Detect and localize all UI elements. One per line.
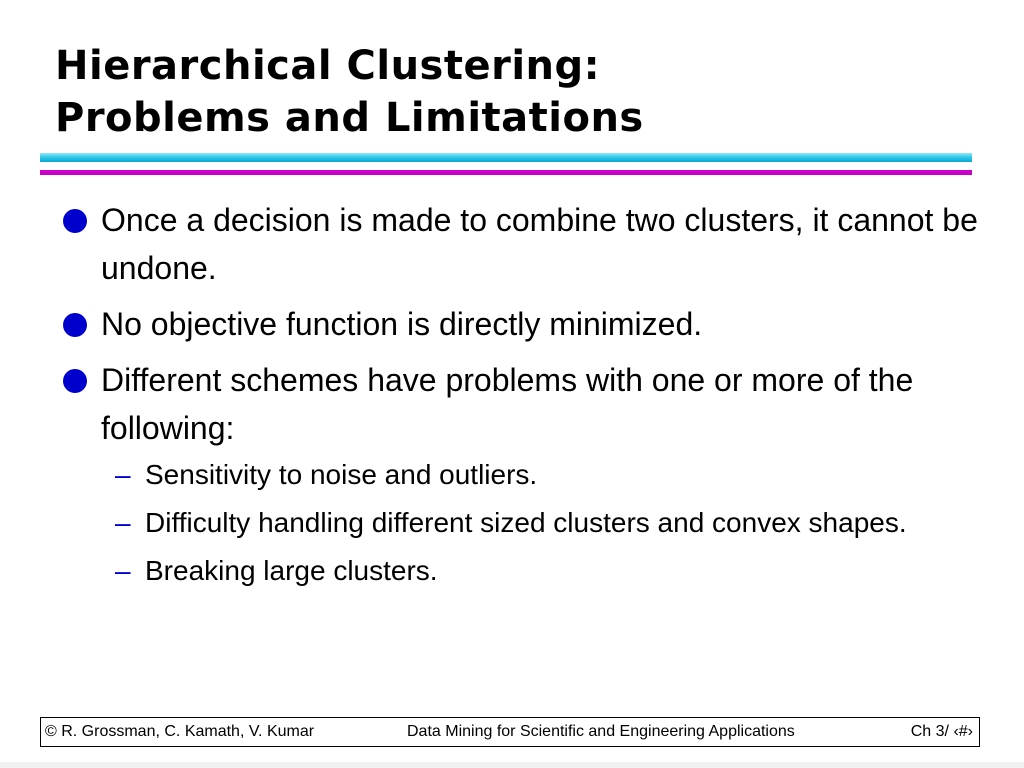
dash-icon: –	[115, 555, 131, 586]
title-line-1: Hierarchical Clustering:	[55, 43, 601, 89]
title-line-2: Problems and Limitations	[55, 95, 644, 141]
dash-icon: –	[115, 459, 131, 490]
bullet-dot-icon	[63, 369, 87, 393]
bullet-dot-icon	[63, 209, 87, 233]
bullet-text: Once a decision is made to combine two clusters, it cannot be undone.	[101, 202, 978, 286]
bullet-item	[63, 300, 983, 348]
bullet-text: Different schemes have problems with one or more of the following:	[101, 362, 914, 446]
title-underline-magenta	[40, 170, 972, 175]
sub-bullet-text: Sensitivity to noise and outliers.	[145, 459, 538, 490]
sub-bullet-item	[101, 550, 983, 592]
sub-bullet-text: Difficulty handling different sized clusters and convex shapes.	[145, 507, 907, 538]
sub-bullet-text: Breaking large clusters.	[145, 555, 438, 586]
title-underline-cyan	[40, 153, 972, 162]
sub-bullet-item	[101, 502, 983, 544]
sub-bullet-list	[101, 454, 983, 592]
footer-slide-number: Ch 3/ ‹#›	[910, 723, 973, 740]
footer-copyright: © R. Grossman, C. Kamath, V. Kumar	[45, 723, 315, 740]
bullet-dot-icon	[63, 313, 87, 337]
bullet-text: No objective function is directly minimized.	[101, 306, 703, 342]
bullet-item	[63, 356, 983, 592]
bullet-list	[63, 196, 983, 600]
sub-bullet-item	[101, 454, 983, 496]
bottom-strip	[0, 762, 1024, 768]
bullet-item	[63, 196, 983, 292]
slide-footer	[40, 717, 980, 747]
dash-icon: –	[115, 507, 131, 538]
slide-title	[55, 40, 644, 144]
footer-course-title: Data Mining for Scientific and Engineering Applications	[407, 723, 795, 740]
